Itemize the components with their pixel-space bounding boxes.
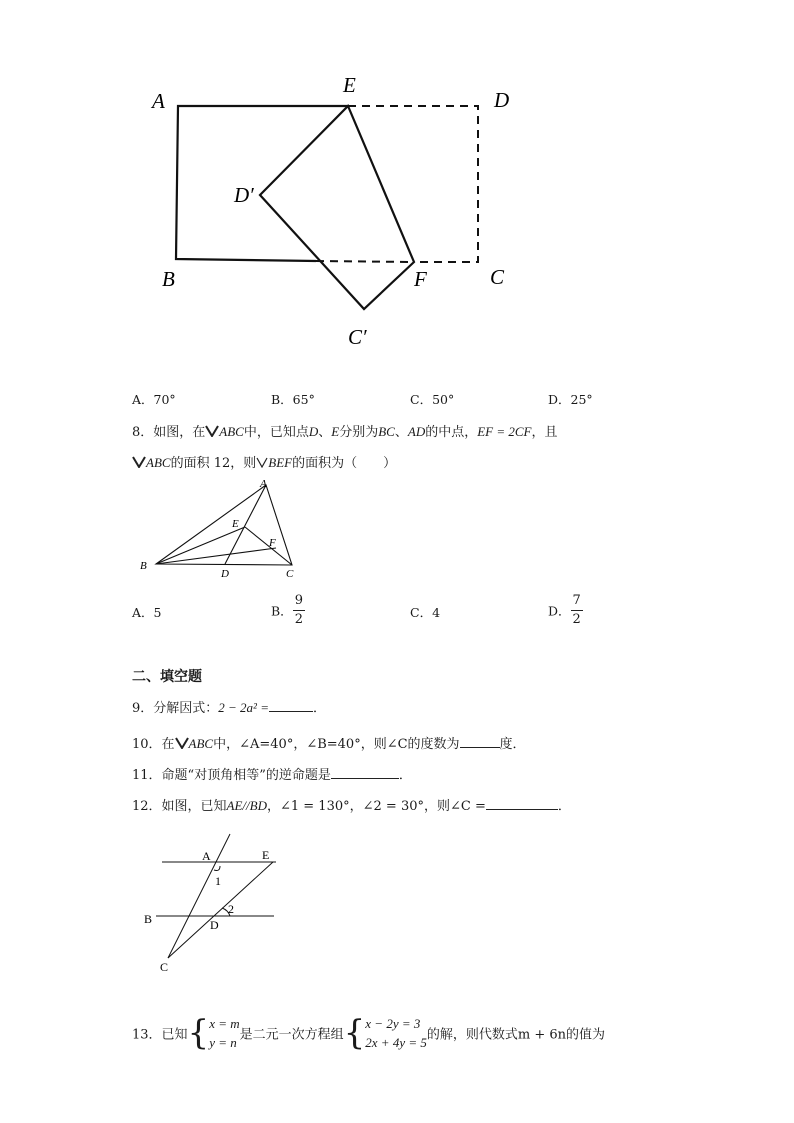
q8-text-d: 的中点， <box>425 425 478 440</box>
q8-tri-abc-2: ABC <box>146 455 171 470</box>
q8-option-c: C．4 <box>410 605 441 620</box>
q8-line-2 <box>132 452 396 471</box>
folded-quadrilateral <box>260 106 414 309</box>
fold-dashed-bc <box>316 261 414 262</box>
q13-system-2 <box>365 1014 427 1052</box>
section-heading-fill-in: 二、填空题 <box>132 669 202 685</box>
q7-option-d: D．25° <box>548 392 593 407</box>
q12-label-2: 2 <box>228 902 234 916</box>
q9-prefix: 9．分解因式： <box>132 701 219 716</box>
fold-dashed-outline <box>348 106 478 262</box>
q8-option-d-den: 2 <box>572 612 581 627</box>
q8-line-1 <box>132 421 558 440</box>
triangle-symbol <box>132 456 146 468</box>
q8-tri-bef: BEF <box>268 455 293 470</box>
q9-answer-blank[interactable] <box>269 697 313 712</box>
q8-option-b-fraction <box>293 592 305 629</box>
label-Dprime: D′ <box>234 183 254 207</box>
q12-label-C: C <box>160 960 169 974</box>
q13-system-1 <box>209 1014 239 1052</box>
q9-suffix: ． <box>312 701 326 716</box>
q8-label-B: B <box>140 560 147 572</box>
q13-mid: 是二元一次方程组 <box>239 1027 344 1043</box>
label-A: A <box>152 89 165 113</box>
q7-option-a: A．70° <box>132 392 176 407</box>
q8-tri-abc: ABC <box>219 424 244 439</box>
q7-option-b: B．65° <box>271 392 315 407</box>
triangle-symbol <box>205 425 219 437</box>
q8-point-e: E <box>331 424 340 439</box>
q8-text-f: 的面积 12，则 <box>170 456 257 471</box>
q12-parallel-figure <box>140 828 290 978</box>
label-C: C <box>490 265 505 289</box>
q12-angle-1-arc <box>214 866 220 871</box>
q8-option-a: A．5 <box>132 605 162 620</box>
q13-prefix: 13．已知 <box>132 1027 188 1043</box>
q8-seg-ad: AD <box>407 424 426 439</box>
q8-label-C: C <box>286 568 294 580</box>
q8-option-d <box>548 592 583 629</box>
q8-text-e: ，且 <box>531 425 558 440</box>
q8-point-d: D <box>308 424 319 439</box>
q8-triangle-abc <box>156 485 292 565</box>
q10-suffix: 度． <box>499 737 526 752</box>
q8-option-d-num: 7 <box>571 592 583 611</box>
q8-option-b-den: 2 <box>294 612 303 627</box>
label-B: B <box>162 267 175 291</box>
q9 <box>132 697 326 716</box>
label-F: F <box>414 267 427 291</box>
q11-answer-blank[interactable] <box>331 764 399 779</box>
q12-suffix: ． <box>557 799 571 814</box>
q8-text-c: 分别为 <box>339 425 379 440</box>
q12-label-D: D <box>210 918 219 932</box>
q8-triangle-figure <box>136 476 306 584</box>
q13-brace-2: { <box>343 1013 366 1053</box>
q12-answer-blank[interactable] <box>486 795 558 810</box>
q11 <box>132 764 412 783</box>
fold-figure <box>140 70 540 360</box>
q8-option-b <box>271 592 305 629</box>
q12-label-E: E <box>262 848 270 862</box>
q8-label-E: E <box>232 518 239 530</box>
q12-parallel: AE//BD <box>226 798 267 813</box>
fold-solid-outline <box>176 106 348 261</box>
q8-sep-2: 、 <box>394 425 408 440</box>
q12-prefix: 12．如图，已知 <box>132 799 227 814</box>
q10-answer-blank[interactable] <box>460 733 500 748</box>
q10-prefix: 10．在 <box>132 737 175 752</box>
triangle-symbol <box>175 737 189 749</box>
q13 <box>132 1014 605 1052</box>
q10-mid: 中，∠A=40°，∠B=40°，则∠C的度数为 <box>213 737 460 752</box>
q8-label-A: A <box>260 478 267 490</box>
label-D: D <box>494 88 510 112</box>
q12-line-ac <box>168 834 230 958</box>
q8-option-b-num: 9 <box>293 592 305 611</box>
q10-tri: ABC <box>188 736 214 751</box>
q13-sys1-eq1: x = m <box>209 1016 240 1031</box>
q9-expression: 2 − 2a² = <box>218 700 269 715</box>
q12-mid: ，∠1 = 130°，∠2 = 30°，则∠C = <box>266 799 486 814</box>
q12 <box>132 795 571 814</box>
label-E: E <box>343 73 356 97</box>
label-Cprime: C′ <box>348 325 367 349</box>
q11-text: 11．命题“对顶角相等”的逆命题是 <box>132 768 331 783</box>
q13-sys2-eq1: x − 2y = 3 <box>365 1016 421 1031</box>
q13-sys1-eq2: y = n <box>209 1035 237 1050</box>
q8-ef-equation: EF = 2CF <box>477 424 532 439</box>
q12-label-A: A <box>202 849 211 863</box>
q8-label-D: D <box>221 568 229 580</box>
q13-suffix: 的解，则代数式m + 6n的值为 <box>426 1027 606 1043</box>
q8-text-g: 的面积为（ ） <box>292 456 397 471</box>
q8-sep-1: 、 <box>318 425 332 440</box>
q8-text-b: 中，已知点 <box>243 425 309 440</box>
q10 <box>132 733 526 752</box>
q13-sys2-eq2: 2x + 4y = 5 <box>365 1035 427 1050</box>
q7-option-c: C．50° <box>410 392 455 407</box>
q12-label-1: 1 <box>215 874 221 888</box>
triangle-symbol <box>256 457 268 468</box>
q8-option-b-prefix: B． <box>271 603 293 619</box>
q11-suffix: ． <box>398 768 412 783</box>
q8-option-d-prefix: D． <box>548 603 571 619</box>
q13-brace-1: { <box>187 1013 210 1053</box>
q12-label-B: B <box>144 912 153 926</box>
q8-seg-bc: BC <box>378 424 395 439</box>
q8-label-F: F <box>269 537 276 549</box>
q8-option-d-fraction <box>571 592 583 629</box>
q8-text-a: 8．如图，在 <box>132 425 206 440</box>
